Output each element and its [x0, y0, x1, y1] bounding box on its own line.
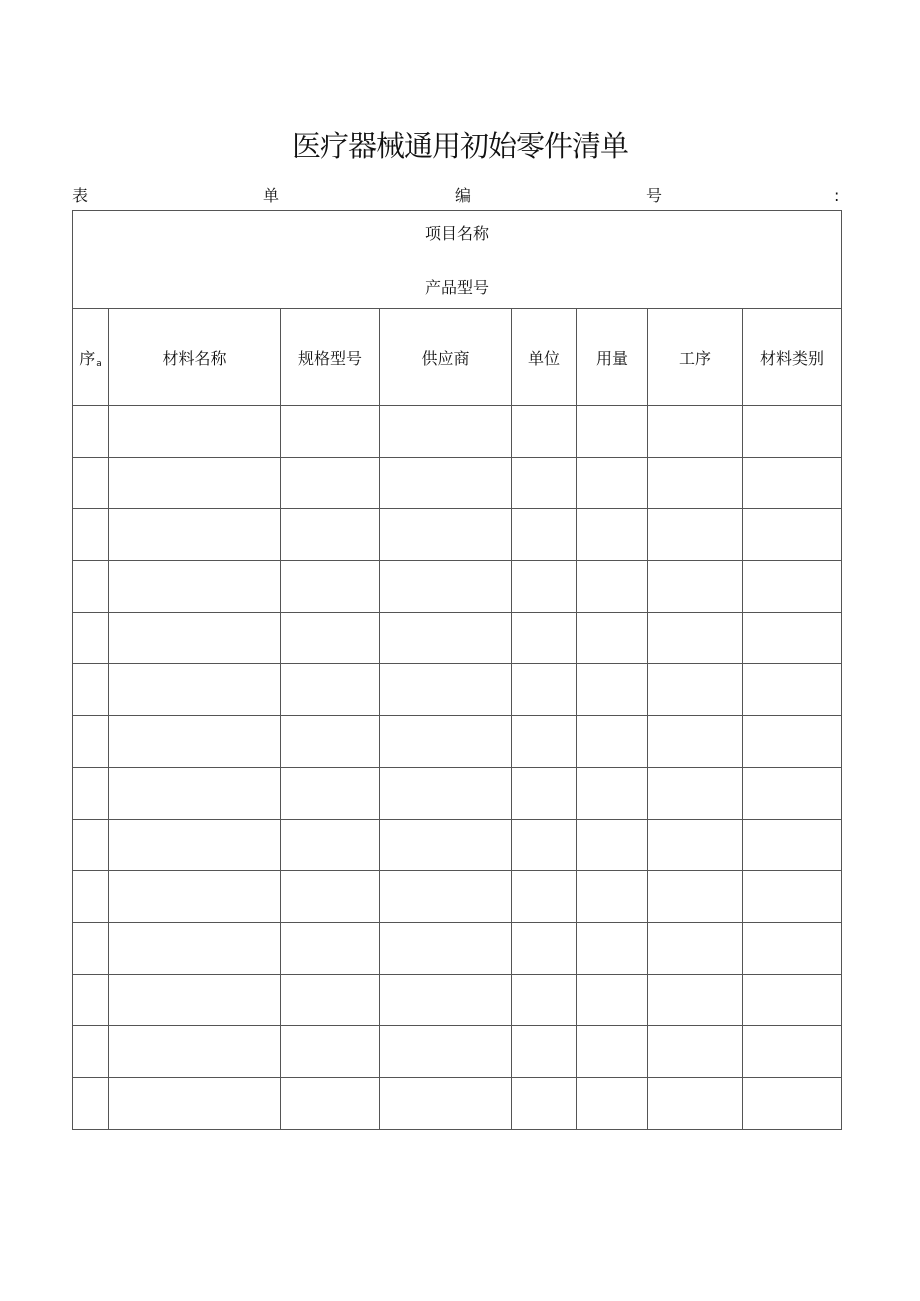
table-cell — [577, 1077, 648, 1129]
table-cell — [73, 871, 109, 923]
table-cell — [281, 767, 380, 819]
table-cell — [577, 922, 648, 974]
table-cell — [380, 716, 512, 768]
table-cell — [512, 767, 577, 819]
table-cell — [648, 871, 743, 923]
table-cell — [109, 1077, 281, 1129]
table-cell — [109, 974, 281, 1026]
table-cell — [380, 406, 512, 458]
table-cell — [743, 406, 842, 458]
table-cell — [281, 509, 380, 561]
table-cell — [73, 509, 109, 561]
table-row — [73, 974, 842, 1026]
table-cell — [743, 974, 842, 1026]
table-cell — [648, 767, 743, 819]
table-cell — [109, 406, 281, 458]
table-cell — [648, 406, 743, 458]
table-cell — [281, 1077, 380, 1129]
form-number-label-char-2: 单 — [263, 186, 280, 205]
table-cell — [380, 612, 512, 664]
table-body — [73, 211, 842, 1130]
table-cell — [73, 1077, 109, 1129]
table-cell — [73, 716, 109, 768]
project-info-cell — [73, 211, 842, 309]
table-cell — [73, 457, 109, 509]
table-cell — [73, 767, 109, 819]
table-row — [73, 819, 842, 871]
table-cell — [73, 1026, 109, 1078]
table-row — [73, 561, 842, 613]
table-cell — [109, 664, 281, 716]
table-cell — [512, 561, 577, 613]
table-cell — [648, 716, 743, 768]
table-cell — [648, 664, 743, 716]
project-name-label: 项目名称 — [424, 224, 489, 243]
table-cell — [743, 664, 842, 716]
table-row — [73, 767, 842, 819]
column-header-spec-model: 规格型号 — [281, 309, 380, 406]
table-cell — [281, 922, 380, 974]
table-row — [73, 871, 842, 923]
table-cell — [73, 664, 109, 716]
info-row — [73, 211, 842, 309]
table-cell — [380, 1077, 512, 1129]
table-cell — [109, 612, 281, 664]
table-cell — [380, 871, 512, 923]
form-number-label-char-4: 号 — [646, 186, 663, 205]
table-cell — [281, 664, 380, 716]
table-cell — [512, 509, 577, 561]
table-cell — [281, 716, 380, 768]
table-cell — [577, 406, 648, 458]
table-cell — [512, 716, 577, 768]
column-header-process: 工序 — [648, 309, 743, 406]
table-cell — [109, 457, 281, 509]
column-header-seq — [73, 309, 109, 406]
table-cell — [743, 1026, 842, 1078]
form-number-label-char-1: 表 — [72, 186, 89, 205]
table-cell — [743, 457, 842, 509]
document-title: 医疗器械通用初始零件清单 — [291, 129, 628, 163]
table-cell — [577, 716, 648, 768]
table-cell — [73, 974, 109, 1026]
table-cell — [73, 561, 109, 613]
table-cell — [577, 664, 648, 716]
table-cell — [743, 767, 842, 819]
table-cell — [743, 871, 842, 923]
table-row — [73, 612, 842, 664]
table-cell — [73, 922, 109, 974]
table-cell — [380, 1026, 512, 1078]
table-cell — [512, 612, 577, 664]
table-row — [73, 457, 842, 509]
column-header-material-name: 材料名称 — [109, 309, 281, 406]
table-cell — [743, 819, 842, 871]
table-cell — [109, 819, 281, 871]
table-cell — [512, 871, 577, 923]
table-cell — [577, 509, 648, 561]
table-cell — [109, 1026, 281, 1078]
column-header-unit: 单位 — [512, 309, 577, 406]
table-cell — [512, 819, 577, 871]
table-cell — [109, 922, 281, 974]
table-cell — [281, 561, 380, 613]
table-cell — [109, 767, 281, 819]
product-model-label: 产品型号 — [424, 278, 489, 297]
seq-suffix: a — [96, 358, 102, 369]
table-cell — [743, 509, 842, 561]
table-cell — [380, 561, 512, 613]
form-number-label-char-3: 编 — [455, 186, 472, 205]
table-cell — [281, 406, 380, 458]
table-cell — [577, 819, 648, 871]
table-row — [73, 406, 842, 458]
table-cell — [380, 457, 512, 509]
seq-label: 序 — [79, 348, 96, 368]
table-cell — [512, 1077, 577, 1129]
table-cell — [577, 974, 648, 1026]
table-cell — [380, 509, 512, 561]
table-cell — [648, 509, 743, 561]
table-cell — [73, 406, 109, 458]
table-cell — [648, 922, 743, 974]
table-cell — [109, 871, 281, 923]
column-header-quantity: 用量 — [577, 309, 648, 406]
parts-list-table — [72, 210, 842, 1130]
table-cell — [512, 922, 577, 974]
table-cell — [281, 1026, 380, 1078]
form-number-label-colon: : — [834, 186, 840, 205]
table-cell — [73, 612, 109, 664]
table-cell — [577, 561, 648, 613]
table-cell — [577, 457, 648, 509]
table-row — [73, 716, 842, 768]
table-cell — [512, 1026, 577, 1078]
table-cell — [648, 974, 743, 1026]
table-cell — [380, 819, 512, 871]
table-cell — [73, 819, 109, 871]
table-row — [73, 1026, 842, 1078]
table-cell — [648, 1026, 743, 1078]
table-row — [73, 509, 842, 561]
column-header-row — [73, 309, 842, 406]
table-cell — [743, 1077, 842, 1129]
table-cell — [648, 561, 743, 613]
table-cell — [743, 922, 842, 974]
table-cell — [380, 922, 512, 974]
table-cell — [512, 406, 577, 458]
table-cell — [512, 457, 577, 509]
table-cell — [109, 716, 281, 768]
table-cell — [577, 871, 648, 923]
table-cell — [648, 612, 743, 664]
table-row — [73, 1077, 842, 1129]
table-cell — [648, 457, 743, 509]
table-cell — [743, 561, 842, 613]
table-cell — [648, 819, 743, 871]
table-cell — [380, 664, 512, 716]
table-cell — [281, 612, 380, 664]
table-cell — [281, 457, 380, 509]
column-header-supplier: 供应商 — [380, 309, 512, 406]
table-cell — [648, 1077, 743, 1129]
table-cell — [577, 612, 648, 664]
table-cell — [281, 871, 380, 923]
table-cell — [577, 1026, 648, 1078]
table-cell — [109, 561, 281, 613]
table-cell — [743, 612, 842, 664]
table-cell — [512, 664, 577, 716]
table-cell — [577, 767, 648, 819]
table-cell — [109, 509, 281, 561]
table-cell — [380, 974, 512, 1026]
table-cell — [281, 974, 380, 1026]
column-header-material-category: 材料类别 — [743, 309, 842, 406]
table-cell — [512, 974, 577, 1026]
table-cell — [281, 819, 380, 871]
table-cell — [380, 767, 512, 819]
table-row — [73, 922, 842, 974]
table-row — [73, 664, 842, 716]
table-cell — [743, 716, 842, 768]
